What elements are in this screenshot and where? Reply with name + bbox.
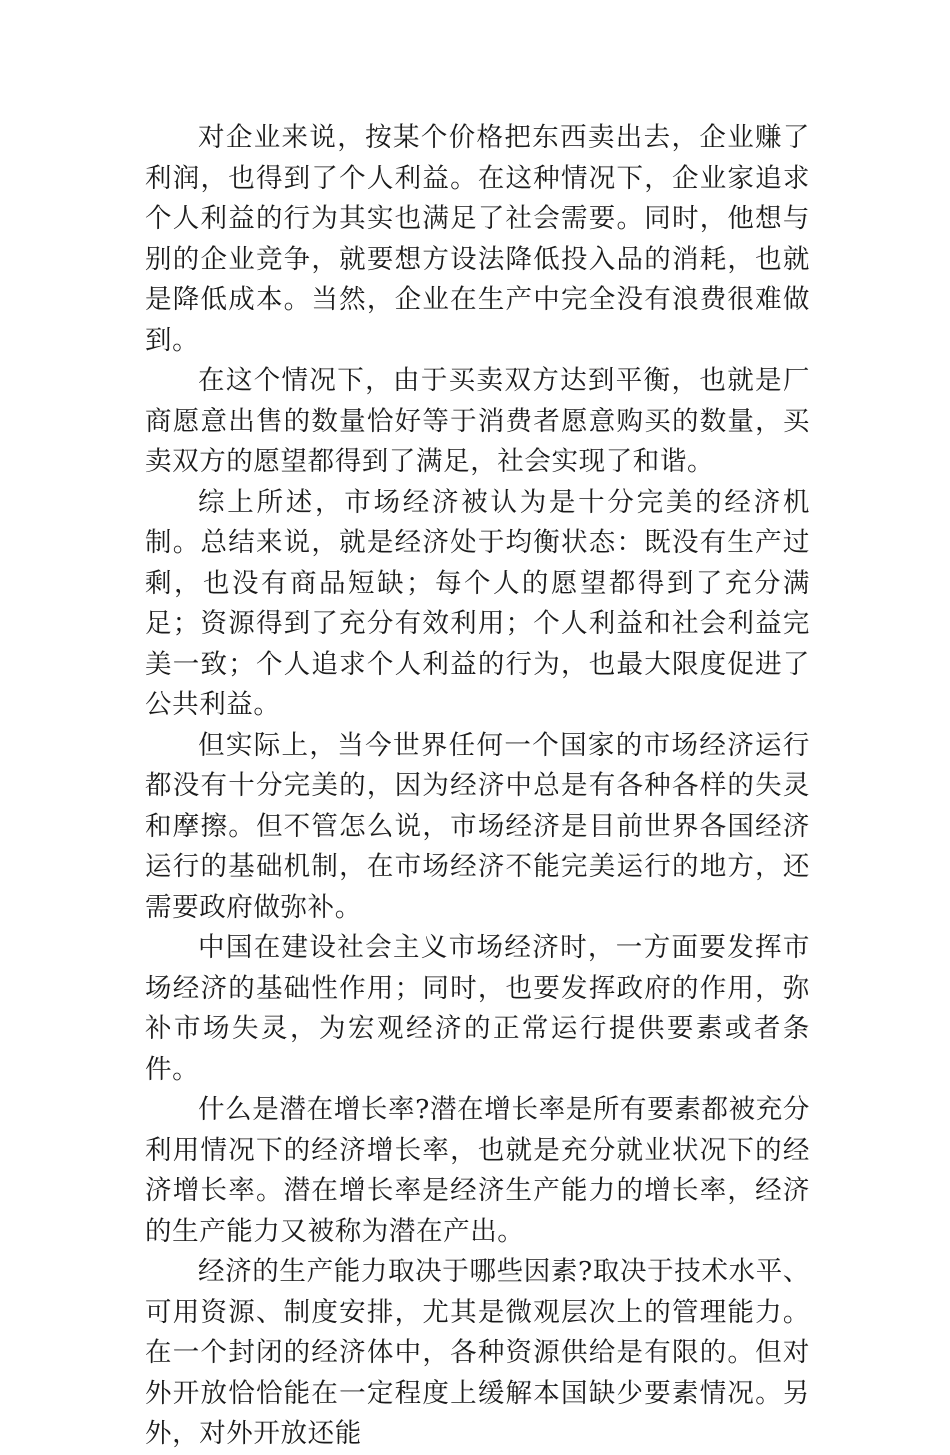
paragraph-7: 经济的生产能力取决于哪些因素?取决于技术水平、可用资源、制度安排，尤其是微观层次上的管理能力。在一个封闭的经济体中，各种资源供给是有限的。但对外开放恰恰能在一定程度上缓解本国缺少要素情况。另外，对外开放还能	[145, 1256, 810, 1449]
paragraph-5: 中国在建设社会主义市场经济时，一方面要发挥市场经济的基础性作用；同时，也要发挥政府的作用，弥补市场失灵，为宏观经济的正常运行提供要素或者条件。	[145, 932, 810, 1085]
paragraph-6: 什么是潜在增长率?潜在增长率是所有要素都被充分利用情况下的经济增长率，也就是充分就业状况下的经济增长率。潜在增长率是经济生产能力的增长率，经济的生产能力又被称为潜在产出。	[145, 1094, 810, 1247]
document-body	[145, 118, 810, 1455]
paragraph-2: 在这个情况下，由于买卖双方达到平衡，也就是厂商愿意出售的数量恰好等于消费者愿意购买的数量，买卖双方的愿望都得到了满足，社会实现了和谐。	[145, 365, 810, 477]
paragraph-3: 综上所述，市场经济被认为是十分完美的经济机制。总结来说，就是经济处于均衡状态：既没有生产过剩，也没有商品短缺；每个人的愿望都得到了充分满足；资源得到了充分有效利用；个人利益和社会利益完美一致；个人追求个人利益的行为，也最大限度促进了公共利益。	[145, 486, 810, 720]
paragraph-1: 对企业来说，按某个价格把东西卖出去，企业赚了利润，也得到了个人利益。在这种情况下，企业家追求个人利益的行为其实也满足了社会需要。同时，他想与别的企业竞争，就要想方设法降低投入品的消耗，也就是降低成本。当然，企业在生产中完全没有浪费很难做到。	[145, 122, 810, 356]
paragraph-4: 但实际上，当今世界任何一个国家的市场经济运行都没有十分完美的，因为经济中总是有各种各样的失灵和摩擦。但不管怎么说，市场经济是目前世界各国经济运行的基础机制，在市场经济不能完美运行的地方，还需要政府做弥补。	[145, 729, 810, 923]
